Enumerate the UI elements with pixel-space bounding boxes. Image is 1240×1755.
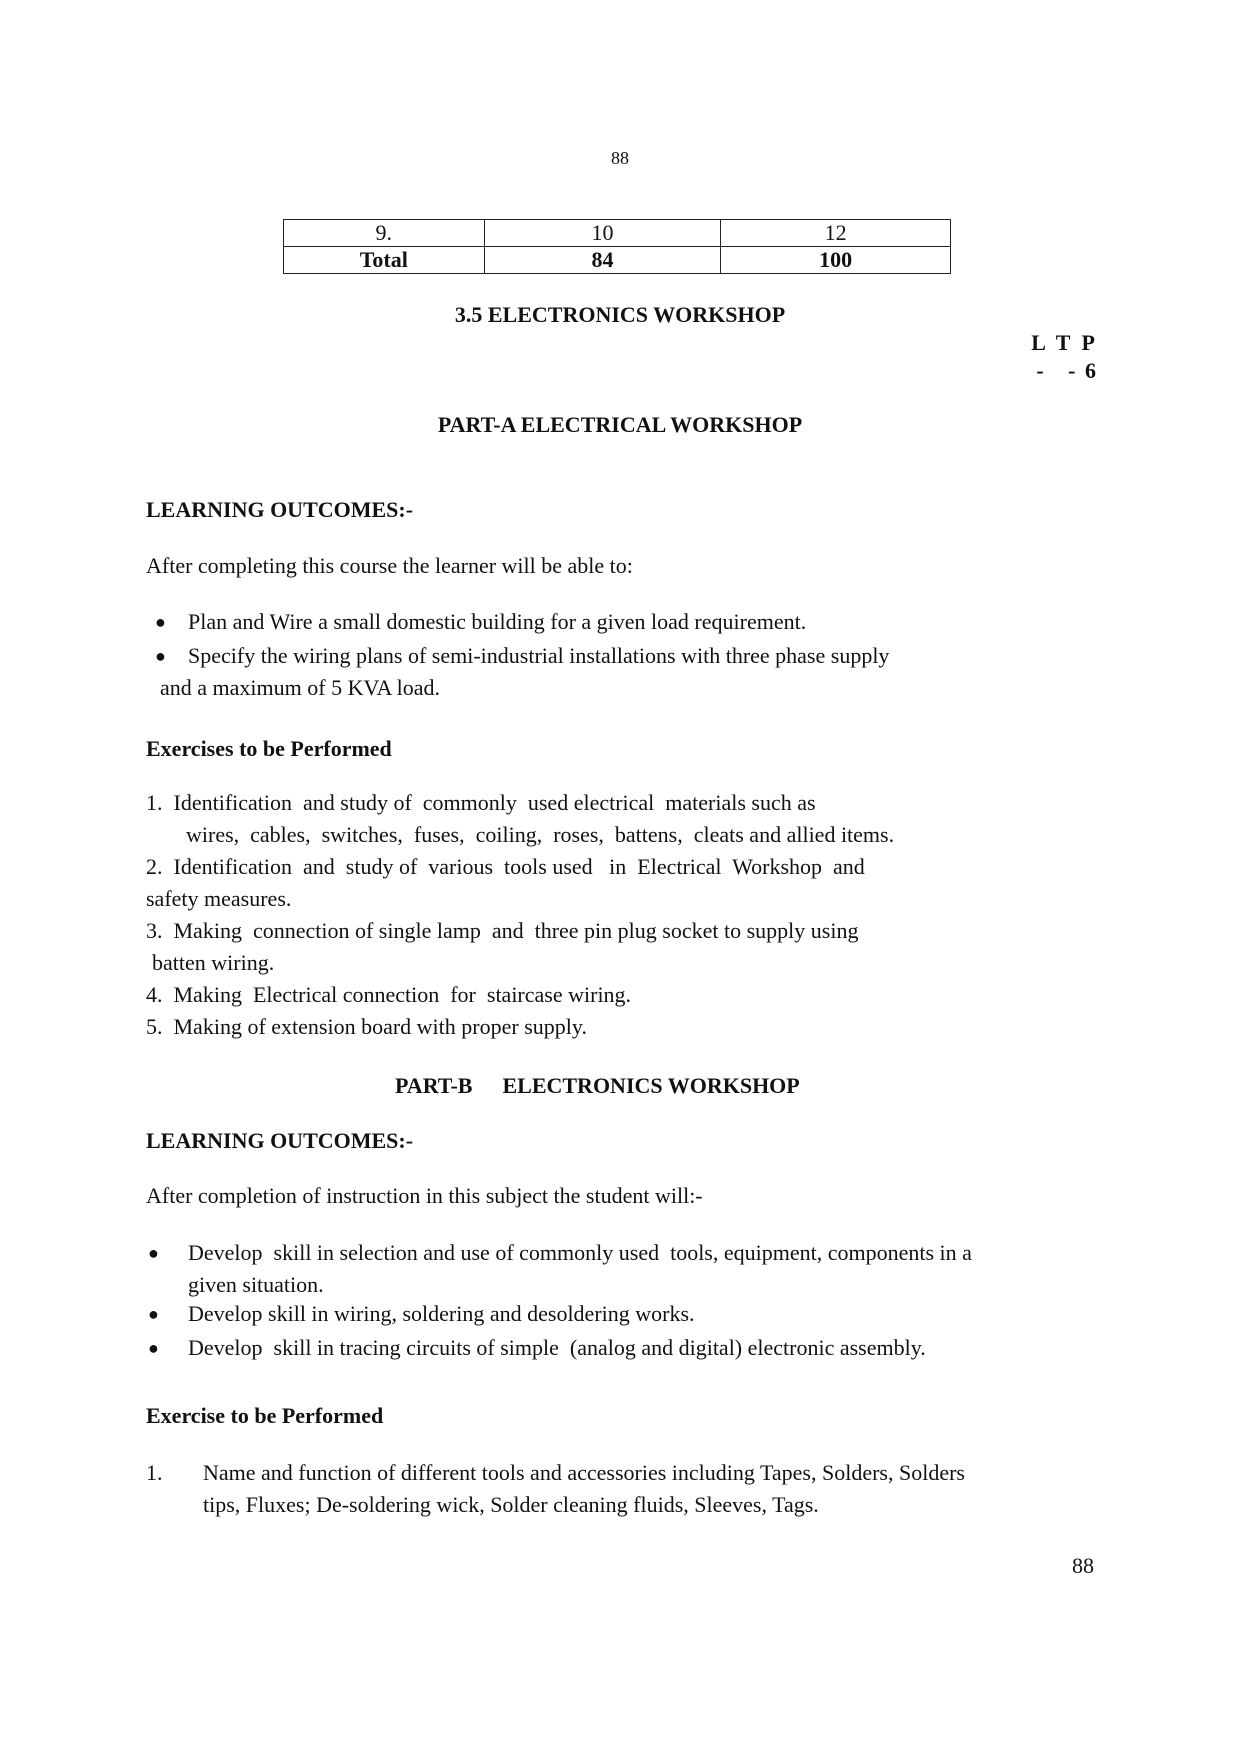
table-row bbox=[284, 220, 951, 247]
exercise-item: Name and function of different tools and accessories including Tapes, Solders, Solders bbox=[203, 1460, 965, 1485]
exercise-item: 5. Making of extension board with proper supply. bbox=[146, 1014, 587, 1039]
learning-outcomes-heading: LEARNING OUTCOMES:- bbox=[146, 1128, 414, 1153]
bullet-icon: ● bbox=[148, 1304, 159, 1324]
exercise-item: 2. Identification and study of various tools used in Electrical Workshop and bbox=[146, 854, 865, 879]
exercises-heading: Exercise to be Performed bbox=[146, 1403, 384, 1428]
part-b-label: PART-B bbox=[395, 1073, 473, 1098]
list-item: Develop skill in wiring, soldering and desoldering works. bbox=[188, 1301, 695, 1326]
exercise-item: 4. Making Electrical connection for staircase wiring. bbox=[146, 982, 632, 1007]
ltp-values: - - 6 bbox=[1036, 358, 1098, 383]
page-number-bottom: 88 bbox=[1072, 1553, 1094, 1578]
part-a-title: PART-A ELECTRICAL WORKSHOP bbox=[437, 412, 803, 437]
list-item: Specify the wiring plans of semi-industrial installations with three phase supply bbox=[188, 643, 890, 668]
bullet-icon: ● bbox=[148, 1338, 159, 1358]
page-number-top: 88 bbox=[611, 148, 629, 168]
marks-table bbox=[283, 219, 951, 274]
table-row-total bbox=[284, 247, 951, 274]
exercises-heading: Exercises to be Performed bbox=[146, 736, 392, 761]
table-cell: Total bbox=[284, 247, 485, 274]
bullet-icon: ● bbox=[155, 612, 166, 632]
exercise-item: 3. Making connection of single lamp and three pin plug socket to supply using bbox=[146, 918, 859, 943]
part-b-name: ELECTRONICS WORKSHOP bbox=[502, 1073, 800, 1098]
learning-outcomes-heading: LEARNING OUTCOMES:- bbox=[146, 497, 414, 522]
exercise-item-continuation: batten wiring. bbox=[152, 950, 275, 975]
ltp-header: L T P bbox=[1031, 330, 1098, 355]
bullet-icon: ● bbox=[148, 1243, 159, 1263]
exercise-item: 1. Identification and study of commonly used electrical materials such as bbox=[146, 790, 816, 815]
table-cell: 9. bbox=[284, 220, 485, 247]
bullet-icon: ● bbox=[155, 646, 166, 666]
list-item-continuation: given situation. bbox=[188, 1272, 324, 1297]
table-cell: 100 bbox=[721, 247, 951, 274]
intro-text: After completion of instruction in this subject the student will:- bbox=[146, 1183, 703, 1208]
intro-text: After completing this course the learner will be able to: bbox=[146, 553, 633, 578]
course-title: 3.5 ELECTRONICS WORKSHOP bbox=[454, 302, 786, 327]
list-item: Develop skill in tracing circuits of simple (analog and digital) electronic assembly. bbox=[188, 1335, 926, 1360]
list-item: Develop skill in selection and use of commonly used tools, equipment, components in a bbox=[188, 1240, 972, 1265]
exercise-item-continuation: tips, Fluxes; De-soldering wick, Solder cleaning fluids, Sleeves, Tags. bbox=[203, 1492, 819, 1517]
exercise-item-continuation: safety measures. bbox=[146, 886, 292, 911]
table-cell: 12 bbox=[721, 220, 951, 247]
list-item-continuation: and a maximum of 5 KVA load. bbox=[160, 675, 441, 700]
exercise-number: 1. bbox=[146, 1460, 163, 1485]
table-cell: 84 bbox=[484, 247, 721, 274]
exercise-item-continuation: wires, cables, switches, fuses, coiling, roses, battens, cleats and allied items. bbox=[186, 822, 895, 847]
list-item: Plan and Wire a small domestic building for a given load requirement. bbox=[188, 609, 807, 634]
part-b-title bbox=[395, 1073, 800, 1099]
table-cell: 10 bbox=[484, 220, 721, 247]
